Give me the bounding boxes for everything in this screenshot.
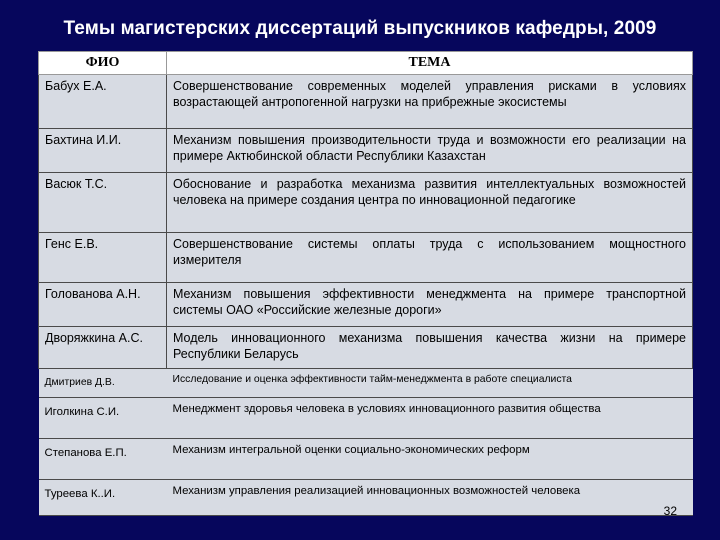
student-name: Дмитриев Д.В. [39,369,167,398]
table-row [39,233,693,283]
student-name: Бахтина И.И. [39,129,167,173]
header-topic: ТЕМА [167,52,693,75]
thesis-topic: Совершенствование современных моделей управления рисками в условиях возрастающей антропогенной нагрузки на прибрежные экосистемы [167,75,693,129]
thesis-topic: Механизм повышения эффективности менеджмента на примере транспортной системы ОАО «Российские железные дороги» [167,283,693,327]
table-row [39,129,693,173]
table-row [39,480,693,516]
thesis-topic: Механизм интегральной оценки социально-экономических реформ [167,439,693,480]
thesis-topic: Обоснование и разработка механизма развития интеллектуальных возможностей человека на примере создания центра по инновационной педагогике [167,173,693,233]
student-name: Туреева К..И. [39,480,167,516]
table-row [39,398,693,439]
table-row [39,75,693,129]
student-name: Голованова А.Н. [39,283,167,327]
table-row [39,439,693,480]
thesis-topic: Исследование и оценка эффективности тайм-менеджмента в работе специалиста [167,369,693,398]
student-name: Дворяжкина А.С. [39,327,167,369]
student-name: Васюк Т.С. [39,173,167,233]
table-row [39,369,693,398]
student-name: Бабух Е.А. [39,75,167,129]
theses-table [38,51,693,516]
table-row [39,327,693,369]
slide-title: Темы магистерских диссертаций выпускников кафедры, 2009 [63,18,657,39]
thesis-topic: Модель инновационного механизма повышения качества жизни на примере Республики Беларусь [167,327,693,369]
header-name: ФИО [39,52,167,75]
thesis-topic: Механизм повышения производительности труда и возможности его реализации на примере Актюбинской области Республики Казахстан [167,129,693,173]
student-name: Степанова Е.П. [39,439,167,480]
student-name: Иголкина С.И. [39,398,167,439]
table-row [39,283,693,327]
thesis-topic: Совершенствование системы оплаты труда с использованием мощностного измерителя [167,233,693,283]
table-row [39,173,693,233]
table-header-row [39,52,693,75]
student-name: Генс Е.В. [39,233,167,283]
thesis-topic: Менеджмент здоровья человека в условиях инновационного развития общества [167,398,693,439]
thesis-topic: Механизм управления реализацией инновационных возможностей человека [167,480,693,516]
page-number: 32 [663,504,677,518]
